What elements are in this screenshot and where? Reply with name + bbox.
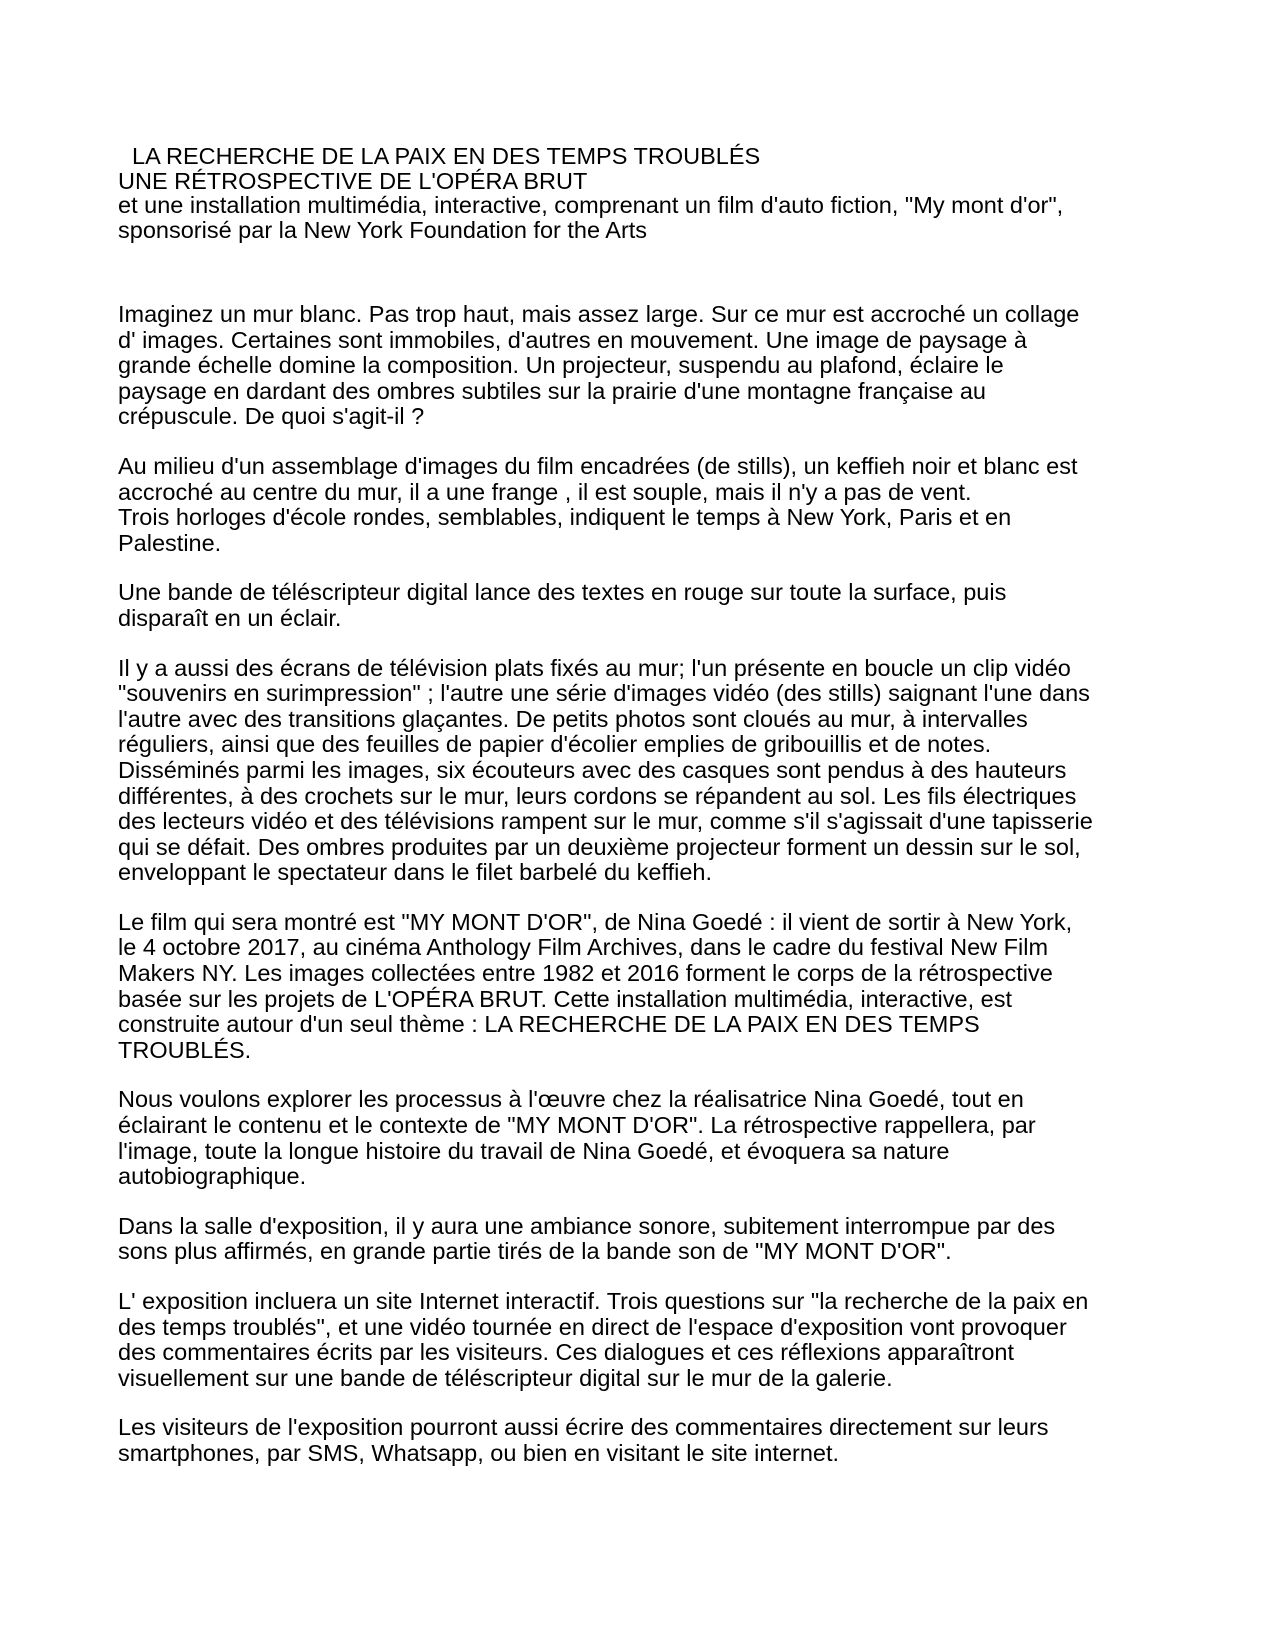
text-line: qui se défait. Des ombres produites par un deuxième projecteur forment un dessin sur le sol, — [118, 833, 1081, 860]
text-line: smartphones, par SMS, Whatsapp, ou bien en visitant le site internet. — [118, 1439, 840, 1466]
paragraph — [118, 1214, 1168, 1265]
text-line: l'image, toute la longue histoire du travail de Nina Goedé, et évoquera sa nature — [118, 1137, 950, 1164]
text-line: Imaginez un mur blanc. Pas trop haut, mais assez large. Sur ce mur est accroché un collage — [118, 301, 1080, 327]
text-line: sons plus affirmés, en grande partie tirés de la bande son de "MY MONT D'OR". — [118, 1238, 952, 1265]
text-line: "souvenirs en surimpression" ; l'autre une série d'images vidéo (des stills) saignant l'une dans — [118, 680, 1090, 707]
paragraph — [118, 580, 1168, 631]
text-line: accroché au centre du mur, il a une frange , il est souple, mais il n'y a pas de vent. — [118, 478, 972, 505]
text-line: d' images. Certaines sont immobiles, d'autres en mouvement. Une image de paysage à — [118, 326, 1027, 353]
text-line: Disséminés parmi les images, six écouteurs avec des casques sont pendus à des hauteurs — [118, 756, 1067, 783]
paragraph — [118, 302, 1168, 430]
text-line: réguliers, ainsi que des feuilles de papier d'écolier emplies de gribouillis et de notes. — [118, 731, 992, 758]
text-line: le 4 octobre 2017, au cinéma Anthology Film Archives, dans le cadre du festival New Film — [118, 934, 1049, 961]
text-line: grande échelle domine la composition. Un projecteur, suspendu au plafond, éclaire le — [118, 352, 1004, 379]
text-line: Au milieu d'un assemblage d'images du film encadrées (de stills), un keffieh noir et blanc est — [118, 452, 1078, 479]
document-subtitle: UNE RÉTROSPECTIVE DE L'OPÉRA BRUT — [118, 167, 588, 194]
paragraph — [118, 656, 1168, 886]
text-line: Une bande de téléscripteur digital lance des textes en rouge sur toute la surface, puis — [118, 579, 1007, 606]
text-line: enveloppant le spectateur dans le filet barbelé du keffieh. — [118, 859, 713, 886]
paragraph — [118, 1289, 1168, 1391]
text-line: paysage en dardant des ombres subtiles sur la prairie d'une montagne française au — [118, 377, 986, 404]
text-line: Palestine. — [118, 529, 222, 556]
paragraph — [118, 1415, 1168, 1466]
text-line: l'autre avec des transitions glaçantes. De petits photos sont cloués au mur, à intervalles — [118, 705, 1028, 732]
text-line: construite autour d'un seul thème : LA RECHERCHE DE LA PAIX EN DES TEMPS — [118, 1011, 980, 1038]
text-line: éclairant le contenu et le contexte de "MY MONT D'OR". La rétrospective rappellera, par — [118, 1112, 1036, 1139]
document-header — [118, 144, 1178, 242]
text-line: Nous voulons explorer les processus à l'œuvre chez la réalisatrice Nina Goedé, tout en — [118, 1086, 1024, 1113]
text-line: Les visiteurs de l'exposition pourront aussi écrire des commentaires directement sur leurs — [118, 1414, 1049, 1441]
text-line: autobiographique. — [118, 1163, 307, 1190]
text-line: des lecteurs vidéo et des télévisions rampent sur le mur, comme s'il s'agissait d'une tapisserie — [118, 808, 1093, 835]
text-line: TROUBLÉS. — [118, 1036, 252, 1063]
paragraph — [118, 1087, 1168, 1189]
text-line: basée sur les projets de L'OPÉRA BRUT. Cette installation multimédia, interactive, est — [118, 985, 1012, 1012]
intro-line: et une installation multimédia, interactive, comprenant un film d'auto fiction, "My mont d'or", — [118, 192, 1064, 218]
paragraph — [118, 454, 1168, 556]
text-line: différentes, à des crochets sur le mur, leurs cordons se répandent au sol. Les fils électriques — [118, 782, 1077, 809]
text-line: des temps troublés", et une vidéo tournée en direct de l'espace d'exposition vont provoquer — [118, 1313, 1067, 1340]
text-line: Makers NY. Les images collectées entre 1982 et 2016 forment le corps de la rétrospective — [118, 960, 1053, 987]
text-line: des commentaires écrits par les visiteurs. Ces dialogues et ces réflexions apparaîtront — [118, 1339, 1015, 1366]
text-line: crépuscule. De quoi s'agit-il ? — [118, 403, 425, 430]
text-line: Il y a aussi des écrans de télévision plats fixés au mur; l'un présente en boucle un clip vidéo — [118, 654, 1071, 681]
text-line: disparaît en un éclair. — [118, 604, 342, 631]
text-line: visuellement sur une bande de téléscripteur digital sur le mur de la galerie. — [118, 1364, 893, 1391]
text-line: L' exposition incluera un site Internet interactif. Trois questions sur "la recherche de la paix en — [118, 1288, 1089, 1314]
text-line: Trois horloges d'école rondes, semblables, indiquent le temps à New York, Paris et en — [118, 504, 1012, 531]
intro-line: sponsorisé par la New York Foundation for the Arts — [118, 216, 648, 243]
document-title: LA RECHERCHE DE LA PAIX EN DES TEMPS TROUBLÉS — [132, 143, 761, 169]
text-line: Dans la salle d'exposition, il y aura une ambiance sonore, subitement interrompue par des — [118, 1212, 1056, 1239]
text-line: Le film qui sera montré est "MY MONT D'OR", de Nina Goedé : il vient de sortir à New York, — [118, 908, 1073, 935]
document-body — [118, 302, 1168, 1491]
paragraph — [118, 910, 1168, 1064]
